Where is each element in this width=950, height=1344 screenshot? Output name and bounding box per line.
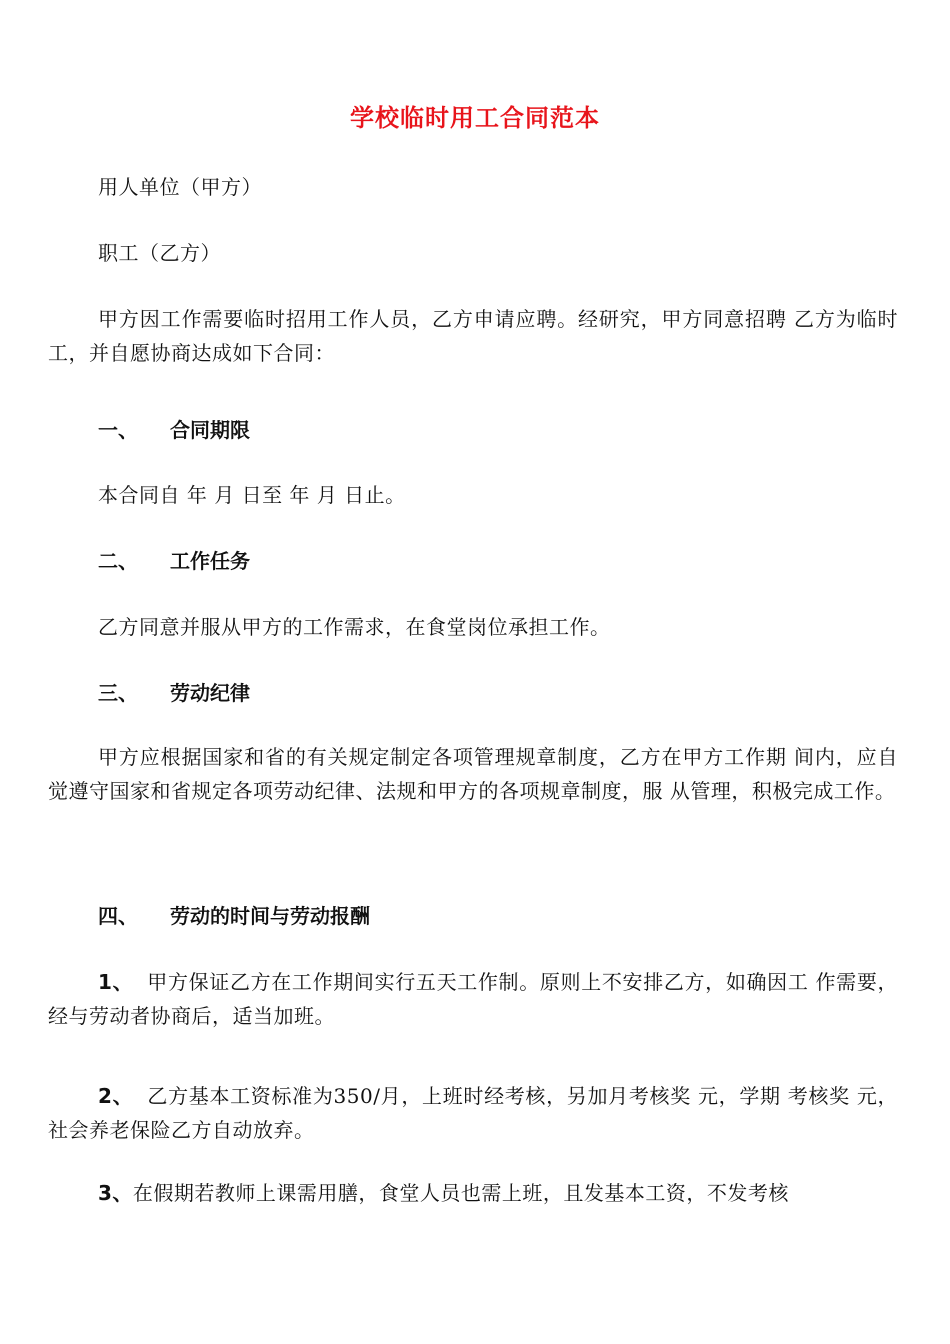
section-title: 劳动的时间与劳动报酬 (170, 904, 370, 928)
party-a-line: 用人单位（甲方） (98, 175, 262, 199)
section-title: 劳动纪律 (170, 681, 250, 705)
section-heading-2 (98, 544, 250, 578)
section-heading-3 (98, 676, 250, 710)
numbered-item-1 (48, 965, 898, 1033)
section-body-3: 甲方应根据国家和省的有关规定制定各项管理规章制度，乙方在甲方工作期 间内，应自觉遵守国家和省规定各项劳动纪律、法规和甲方的各项规章制度，服 从管理，积极完成工作。 (48, 745, 898, 803)
item-text: 乙方基本工资标准为350/月，上班时经考核，另加月考核奖 元，学期 考核奖 元，社会养老保险乙方自动放弃。 (48, 1084, 899, 1142)
section-title: 合同期限 (170, 418, 250, 442)
item-text: 甲方保证乙方在工作期间实行五天工作制。原则上不安排乙方，如确因工 作需要，经与劳动者协商后，适当加班。 (48, 970, 899, 1028)
item-text: 在假期若教师上课需用膳，食堂人员也需上班，且发基本工资，不发考核 (132, 1181, 789, 1205)
section-body-1: 本合同自 年 月 日至 年 月 日止。 (98, 483, 406, 507)
item-number: 1、 (98, 970, 134, 994)
item-number: 3、 (98, 1181, 133, 1205)
party-b-line: 职工（乙方） (98, 241, 221, 265)
document-title: 学校临时用工合同范本 (350, 104, 600, 132)
section-heading-4 (98, 899, 370, 933)
section-number: 一、 (98, 418, 138, 442)
section-number: 二、 (98, 549, 138, 573)
numbered-item-3 (48, 1176, 898, 1210)
section-number: 三、 (98, 681, 138, 705)
section-number: 四、 (98, 904, 138, 928)
section-title: 工作任务 (170, 549, 250, 573)
section-body-2: 乙方同意并服从甲方的工作需求，在食堂岗位承担工作。 (98, 615, 611, 639)
numbered-item-2 (48, 1079, 898, 1147)
item-number: 2、 (98, 1084, 134, 1108)
intro-paragraph: 甲方因工作需要临时招用工作人员，乙方申请应聘。经研究，甲方同意招聘 乙方为临时工，并自愿协商达成如下合同： (48, 307, 898, 365)
section-heading-1 (98, 413, 250, 447)
